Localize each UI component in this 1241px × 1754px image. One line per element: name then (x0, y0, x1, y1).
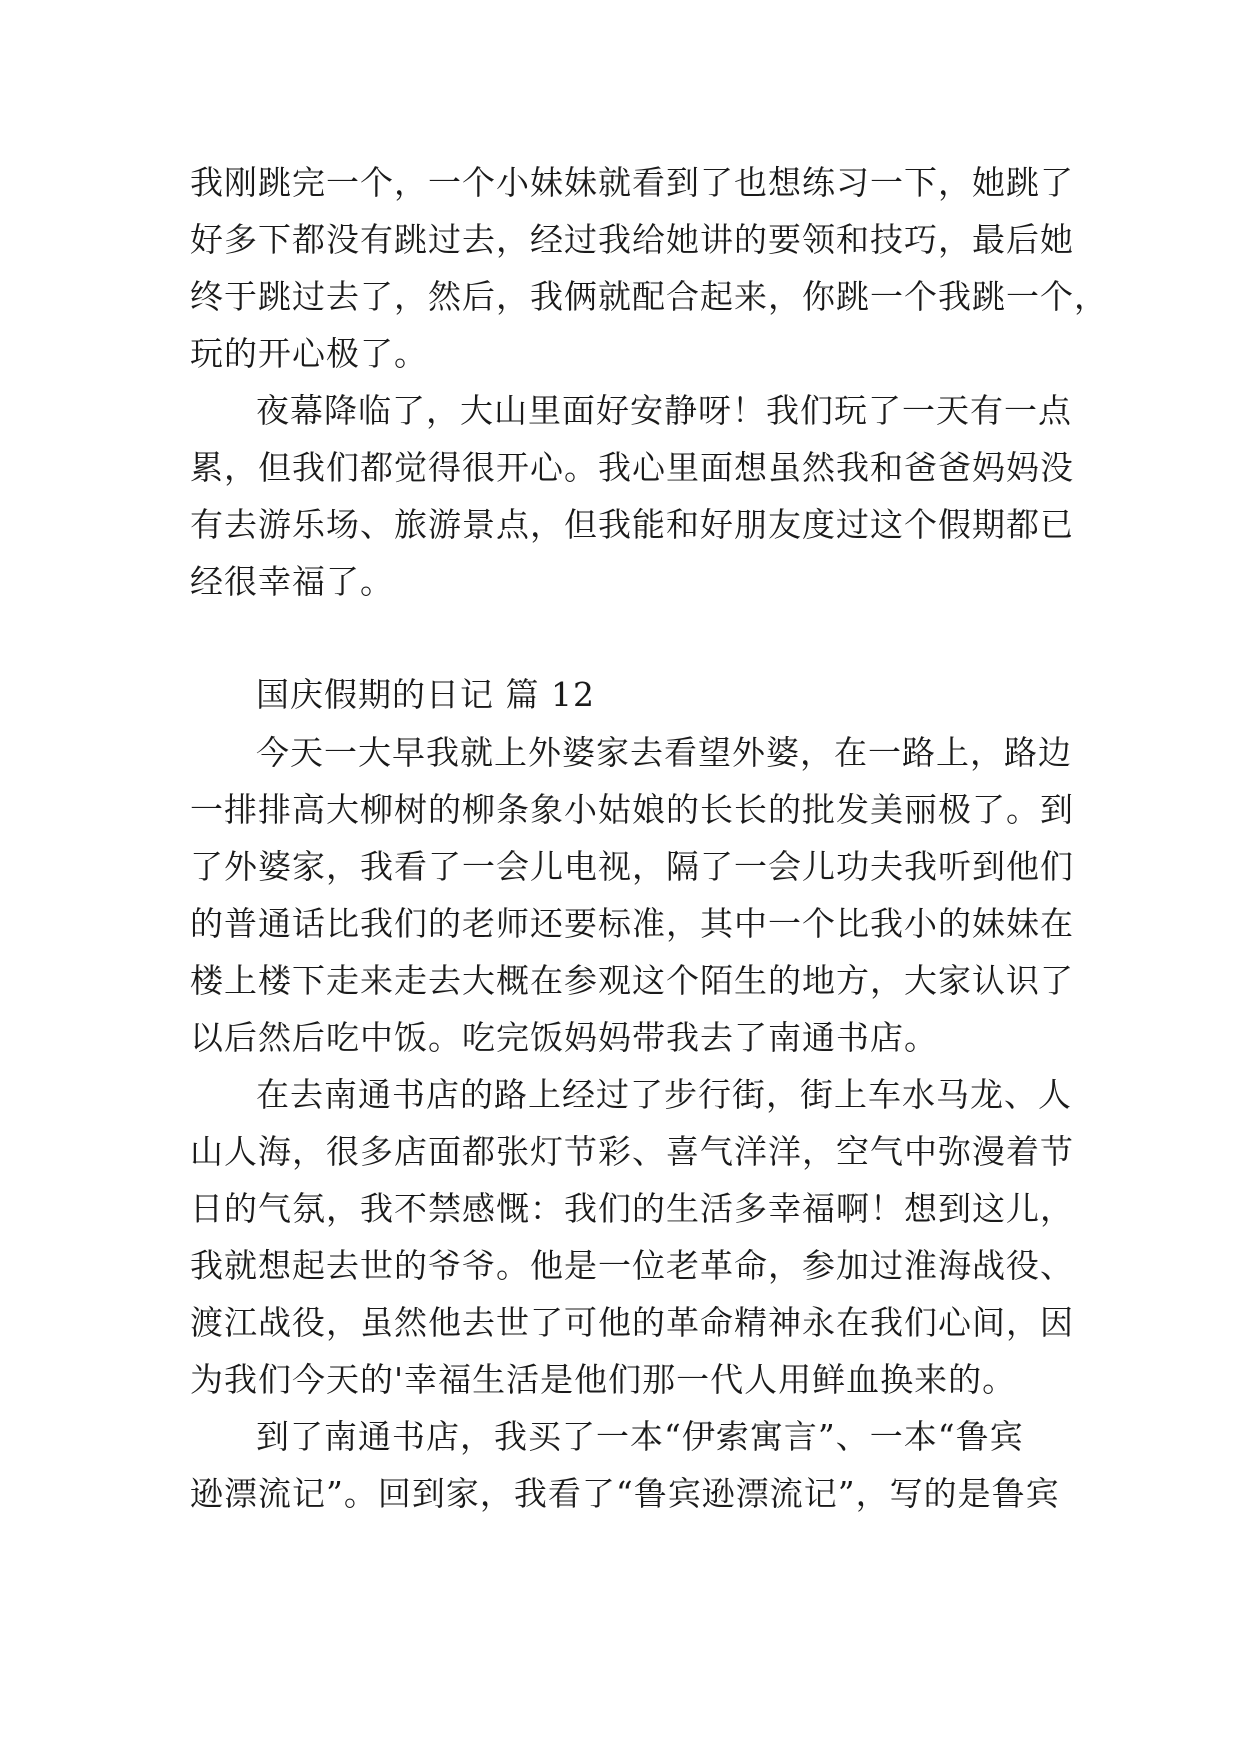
paragraph-first-line: 在去南通书店的路上经过了步行街，街上车水马龙、人 (256, 1075, 1072, 1114)
paragraph-first-line: 到了南通书店，我买了一本“伊索寓言”、一本“鲁宾 (256, 1417, 1024, 1456)
paragraph-line: 好多下都没有跳过去，经过我给她讲的要领和技巧，最后她 (190, 220, 1074, 259)
paragraph-line: 渡江战役，虽然他去世了可他的革命精神永在我们心间，因 (190, 1303, 1074, 1342)
paragraph-line: 了外婆家，我看了一会儿电视，隔了一会儿功夫我听到他们 (190, 847, 1074, 886)
paragraph-line: 楼上楼下走来走去大概在参观这个陌生的地方，大家认识了 (190, 961, 1074, 1000)
paragraph-line: 经很幸福了。 (190, 562, 394, 601)
paragraph-line: 日的气氛，我不禁感慨：我们的生活多幸福啊！想到这儿， (190, 1189, 1074, 1228)
paragraph-line: 终于跳过去了，然后，我俩就配合起来，你跳一个我跳一个， (190, 277, 1108, 316)
paragraph-line: 为我们今天的'幸福生活是他们那一代人用鲜血换来的。 (190, 1360, 1017, 1399)
paragraph-line: 玩的开心极了。 (190, 334, 428, 373)
paragraph-line: 累，但我们都觉得很开心。我心里面想虽然我和爸爸妈妈没 (190, 448, 1074, 487)
paragraph-line: 以后然后吃中饭。吃完饭妈妈带我去了南通书店。 (190, 1018, 938, 1057)
paragraph-line: 一排排高大柳树的柳条象小姑娘的长长的批发美丽极了。到 (190, 790, 1074, 829)
paragraph-line: 山人海，很多店面都张灯节彩、喜气洋洋，空气中弥漫着节 (190, 1132, 1074, 1171)
paragraph-line: 有去游乐场、旅游景点，但我能和好朋友度过这个假期都已 (190, 505, 1074, 544)
paragraph-line: 我就想起去世的爷爷。他是一位老革命，参加过淮海战役、 (190, 1246, 1074, 1285)
section-heading: 国庆假期的日记 篇 12 (256, 675, 595, 714)
paragraph-line: 逊漂流记”。回到家，我看了“鲁宾逊漂流记”，写的是鲁宾 (190, 1474, 1060, 1513)
paragraph-first-line: 夜幕降临了，大山里面好安静呀！我们玩了一天有一点 (256, 391, 1072, 430)
paragraph-line: 我刚跳完一个，一个小妹妹就看到了也想练习一下，她跳了 (190, 163, 1074, 202)
paragraph-line: 的普通话比我们的老师还要标准，其中一个比我小的妹妹在 (190, 904, 1074, 943)
paragraph-first-line: 今天一大早我就上外婆家去看望外婆，在一路上，路边 (256, 733, 1072, 772)
